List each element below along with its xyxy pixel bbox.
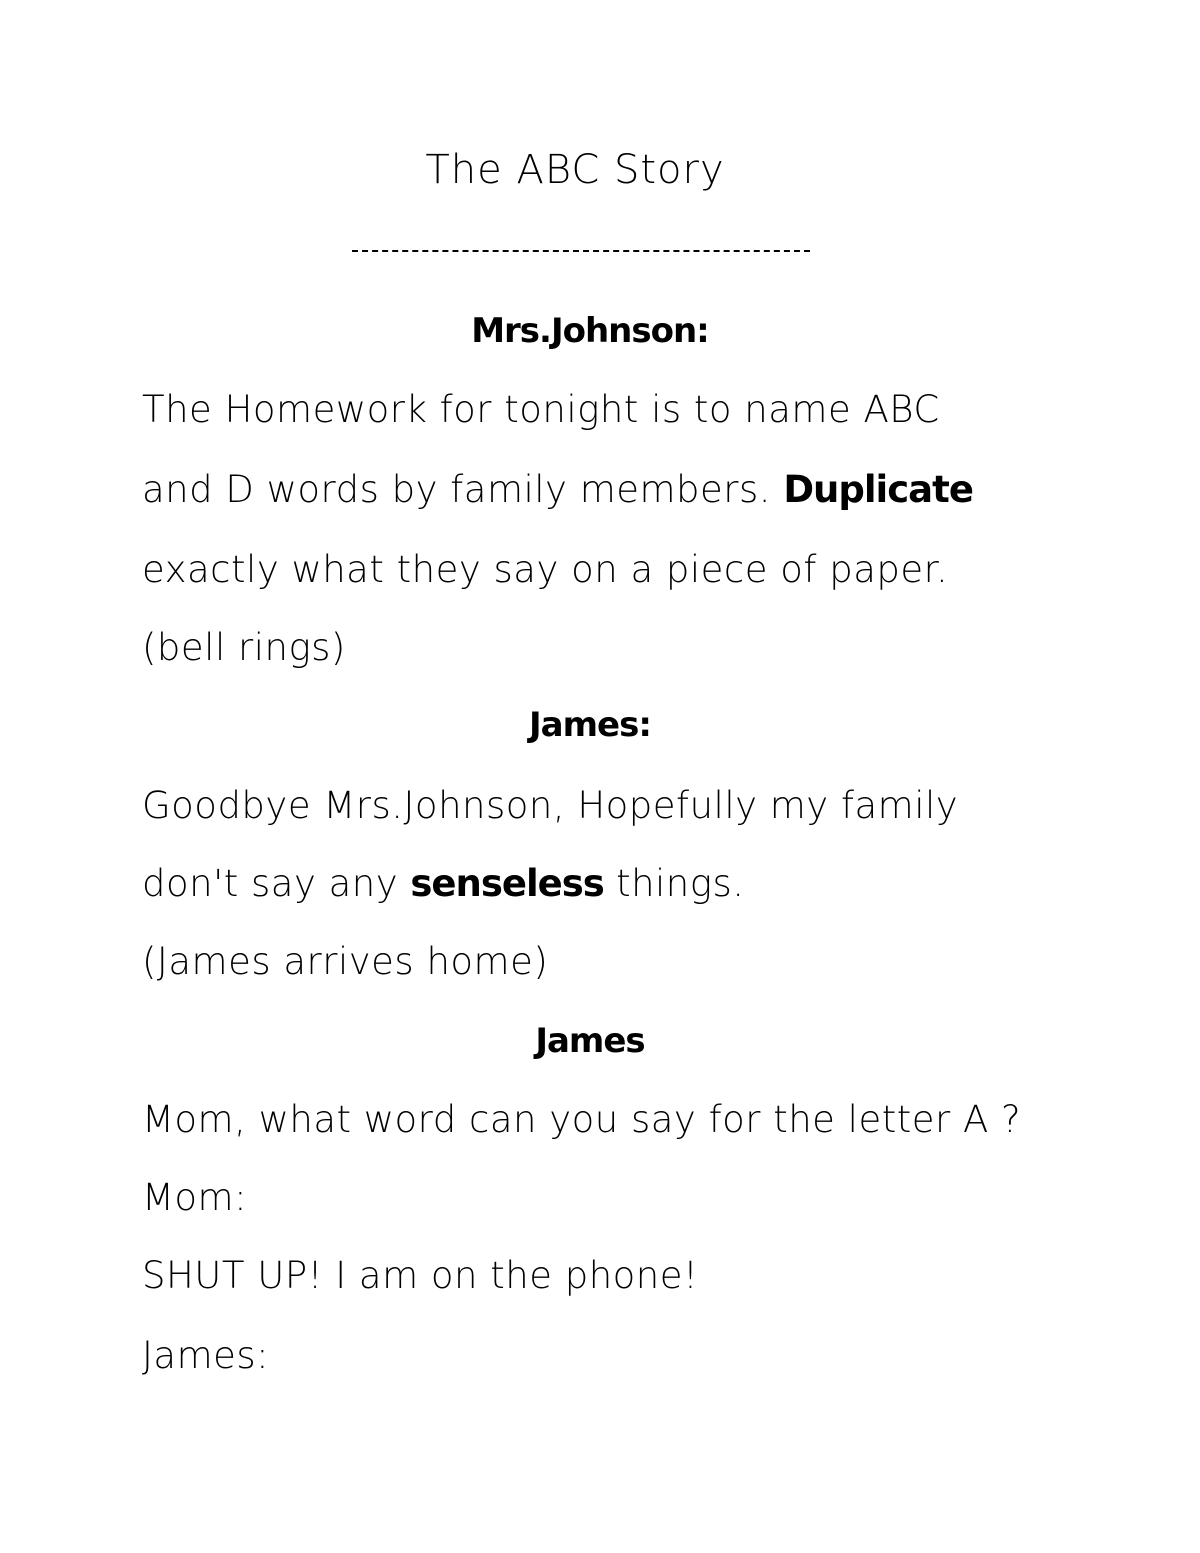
dialogue-text: and D words by family members. [142,468,784,511]
vocabulary-word-senseless: senseless [410,862,604,905]
vocabulary-word-duplicate: Duplicate [783,468,973,511]
speaker-heading-james: James [535,1021,645,1061]
dialogue-line [142,856,1182,912]
dialogue-line: Goodbye Mrs.Johnson, Hopefully my family [142,784,959,827]
dialogue-text: don't say any [142,862,411,905]
dialogue-line: SHUT UP! I am on the phone! [142,1254,699,1297]
dialogue-text: things. [603,862,745,905]
story-title: The ABC Story [425,147,725,193]
speaker-label-mom: Mom: [142,1176,248,1219]
stage-direction: (bell rings) [142,626,346,669]
title-divider [352,250,810,252]
stage-direction: (James arrives home) [142,940,549,983]
dialogue-line [142,462,1182,518]
speaker-heading-james: James: [529,705,651,745]
speaker-heading-mrs-johnson: Mrs.Johnson: [471,311,709,351]
speaker-label-james: James: [142,1334,270,1377]
dialogue-line: The Homework for tonight is to name ABC [142,388,940,431]
dialogue-line: exactly what they say on a piece of paper. [142,548,949,591]
dialogue-line: Mom, what word can you say for the letter A ? [142,1098,1022,1141]
